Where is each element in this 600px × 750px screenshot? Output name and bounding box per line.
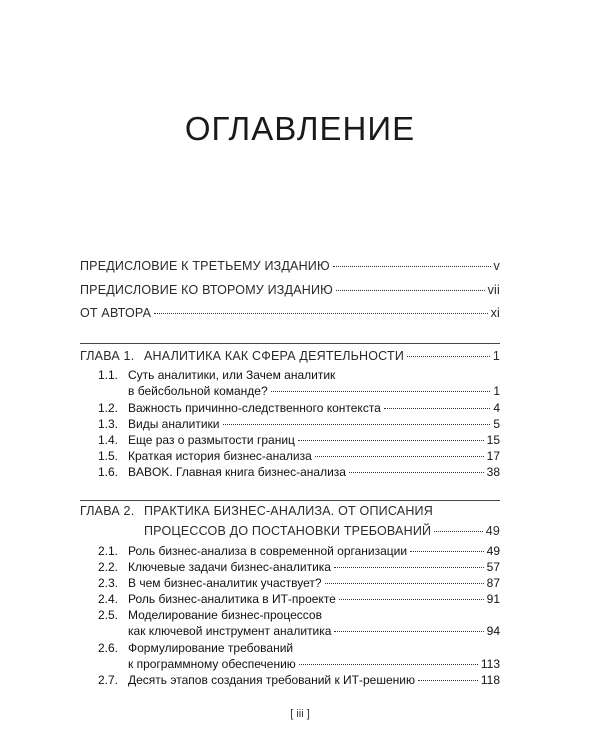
section-title: Десять этапов создания требований к ИТ-решению — [128, 673, 415, 687]
dot-leader — [315, 456, 484, 457]
section-number: 1.1. — [97, 368, 118, 382]
section-number: 2.5. — [97, 608, 118, 622]
toc-entry-page: 15 — [486, 433, 500, 447]
toc-chapter-2[interactable] — [144, 524, 500, 538]
section-number: 1.4. — [97, 433, 118, 447]
section-number: 1.3. — [97, 417, 118, 431]
page-number-footer: [ iii ] — [290, 708, 310, 720]
dot-leader — [154, 313, 487, 314]
toc-entry-page: 5 — [493, 417, 500, 431]
toc-entry-page: 94 — [486, 624, 500, 638]
section-number: 1.5. — [97, 449, 118, 463]
toc-entry-label: ПРЕДИСЛОВИЕ К ТРЕТЬЕМУ ИЗДАНИЮ — [80, 259, 330, 273]
toc-section-2-5[interactable] — [128, 624, 500, 638]
dot-leader — [418, 680, 478, 681]
section-title: Ключевые задачи бизнес-аналитика — [128, 560, 331, 574]
section-number: 2.2. — [97, 560, 118, 574]
chapter-title: АНАЛИТИКА КАК СФЕРА ДЕЯТЕЛЬНОСТИ — [144, 349, 405, 363]
toc-section-1-6[interactable] — [128, 465, 500, 479]
toc-section-2-1[interactable] — [128, 544, 500, 558]
section-title: Роль бизнес-анализа в современной организации — [128, 544, 408, 558]
section-number: 2.1. — [97, 544, 118, 558]
toc-entry-page: 118 — [480, 673, 500, 687]
toc-entry-page: 1 — [493, 384, 500, 398]
section-number: 2.6. — [97, 641, 118, 655]
section-title[interactable]: Моделирование бизнес-процессов — [128, 608, 322, 622]
toc-entry-page: 57 — [486, 560, 500, 574]
chapter-1-label: ГЛАВА 1. — [80, 349, 135, 363]
section-title: Виды аналитики — [128, 417, 220, 431]
toc-entry-label: ОТ АВТОРА — [80, 306, 152, 320]
toc-entry-page: 49 — [485, 524, 500, 538]
dot-leader — [325, 583, 484, 584]
toc-entry-page: xi — [490, 306, 500, 320]
toc-section-2-2[interactable] — [128, 560, 500, 574]
dot-leader — [223, 424, 491, 425]
dot-leader — [410, 551, 484, 552]
toc-section-2-3[interactable] — [128, 576, 500, 590]
toc-entry-page: 1 — [492, 349, 500, 363]
dot-leader — [434, 531, 483, 532]
section-number: 1.2. — [97, 401, 118, 415]
dot-leader — [334, 567, 484, 568]
chapter-2-label: ГЛАВА 2. — [80, 504, 135, 518]
section-title-cont: к программному обеспечению — [128, 657, 296, 671]
toc-entry-page: v — [493, 259, 500, 273]
toc-entry-page: 91 — [486, 592, 500, 606]
section-title[interactable]: Суть аналитики, или Зачем аналитик — [128, 368, 336, 382]
section-title[interactable]: Формулирование требований — [128, 641, 294, 655]
toc-section-2-4[interactable] — [128, 592, 500, 606]
toc-entry-from-author[interactable] — [80, 306, 500, 320]
toc-entry-preface-second[interactable] — [80, 283, 500, 297]
toc-section-2-6[interactable] — [128, 657, 500, 671]
page-title: ОГЛАВЛЕНИЕ — [184, 110, 416, 147]
toc-entry-preface-third[interactable] — [80, 259, 500, 273]
toc-chapter-1[interactable] — [144, 349, 500, 363]
toc-entry-page: 38 — [486, 465, 500, 479]
section-title: BABOK. Главная книга бизнес-анализа — [128, 465, 346, 479]
dot-leader — [349, 472, 484, 473]
toc-entry-page: 4 — [493, 401, 500, 415]
dot-leader — [299, 664, 478, 665]
dot-leader — [271, 391, 491, 392]
chapter-divider — [80, 500, 500, 501]
section-title: В чем бизнес-аналитик участвует? — [128, 576, 322, 590]
toc-section-1-1[interactable] — [128, 384, 500, 398]
toc-section-1-5[interactable] — [128, 449, 500, 463]
toc-entry-page: vii — [487, 283, 500, 297]
toc-entry-page: 17 — [486, 449, 500, 463]
dot-leader — [336, 290, 485, 291]
chapter-title[interactable]: ПРАКТИКА БИЗНЕС-АНАЛИЗА. ОТ ОПИСАНИЯ — [144, 504, 433, 518]
section-number: 2.3. — [97, 576, 118, 590]
dot-leader — [339, 599, 484, 600]
toc-section-1-4[interactable] — [128, 433, 500, 447]
toc-section-1-2[interactable] — [128, 401, 500, 415]
toc-section-2-7[interactable] — [128, 673, 500, 687]
section-title: Еще раз о размытости границ — [128, 433, 295, 447]
toc-entry-page: 49 — [486, 544, 500, 558]
dot-leader — [298, 440, 484, 441]
dot-leader — [407, 356, 490, 357]
section-title: Роль бизнес-аналитика в ИТ-проекте — [128, 592, 336, 606]
toc-section-1-3[interactable] — [128, 417, 500, 431]
section-number: 2.4. — [97, 592, 118, 606]
dot-leader — [384, 408, 490, 409]
chapter-divider — [80, 343, 500, 344]
section-number: 1.6. — [97, 465, 118, 479]
section-title: Краткая история бизнес-анализа — [128, 449, 312, 463]
dot-leader — [334, 631, 483, 632]
chapter-title-cont: ПРОЦЕССОВ ДО ПОСТАНОВКИ ТРЕБОВАНИЙ — [144, 524, 432, 538]
section-title: Важность причинно-следственного контекста — [128, 401, 381, 415]
toc-entry-page: 113 — [480, 657, 500, 671]
toc-entry-page: 87 — [486, 576, 500, 590]
dot-leader — [333, 266, 491, 267]
section-number: 2.7. — [97, 673, 118, 687]
section-title-cont: как ключевой инструмент аналитика — [128, 624, 332, 638]
toc-entry-label: ПРЕДИСЛОВИЕ КО ВТОРОМУ ИЗДАНИЮ — [80, 283, 334, 297]
section-title-cont: в бейсбольной команде? — [128, 384, 268, 398]
